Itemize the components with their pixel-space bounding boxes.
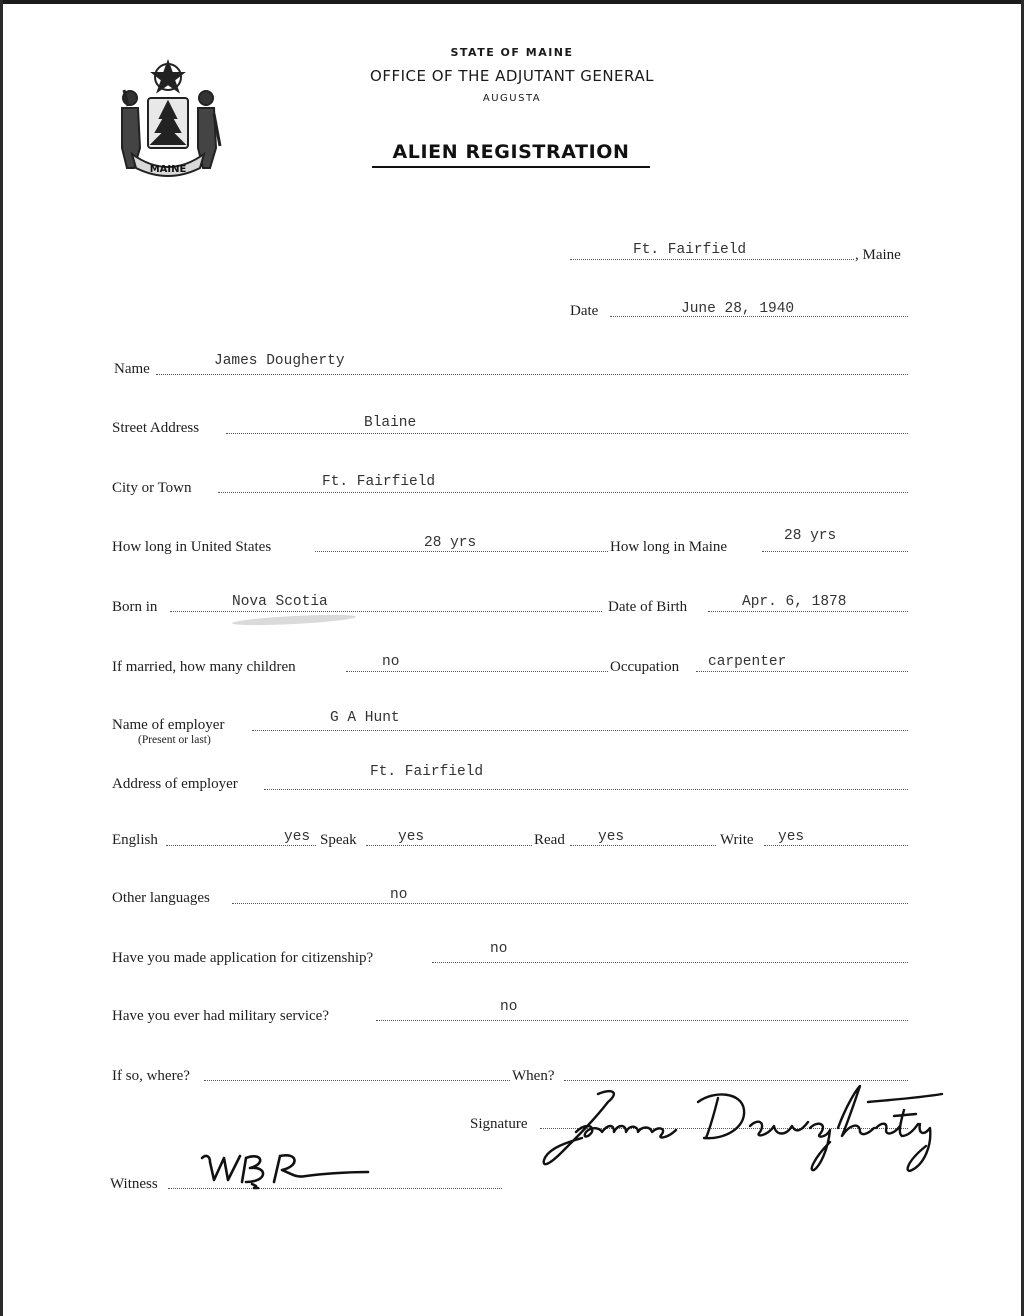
born-in-value: Nova Scotia: [232, 594, 328, 610]
employer-address-dots: [264, 789, 908, 790]
street-address-label: Street Address: [112, 420, 200, 436]
city-heading: AUGUSTA: [482, 93, 542, 104]
citizenship-value: no: [490, 941, 508, 957]
write-dots: [764, 845, 908, 846]
children-dots: [346, 671, 608, 672]
date-label: Date: [570, 303, 599, 319]
occupation-dots: [696, 671, 908, 672]
how-long-us-value: 28 yrs: [424, 535, 477, 551]
born-in-label: Born in: [112, 599, 158, 615]
employer-address-value: Ft. Fairfield: [370, 764, 484, 780]
how-long-us-dots: [315, 551, 608, 552]
witness-initials: [196, 1146, 376, 1192]
location-dots: [570, 259, 854, 260]
title-underline: [372, 166, 650, 168]
employer-sublabel: (Present or last): [138, 734, 211, 746]
where-dots: [204, 1080, 510, 1081]
ink-smudge: [232, 613, 356, 627]
children-value: no: [382, 654, 400, 670]
city-or-town-dots: [218, 492, 908, 493]
other-languages-dots: [232, 903, 908, 904]
scan-border-left: [0, 0, 3, 1316]
english-label: English: [112, 832, 158, 848]
citizenship-label: Have you made application for citizenship?: [112, 950, 374, 966]
office-heading: OFFICE OF THE ADJUTANT GENERAL: [370, 67, 654, 85]
name-dots: [156, 374, 908, 375]
military-label: Have you ever had military service?: [112, 1008, 329, 1024]
city-or-town-value: Ft. Fairfield: [322, 474, 436, 490]
citizenship-dots: [432, 962, 908, 963]
how-long-maine-label: How long in Maine: [610, 539, 728, 555]
employer-value: G A Hunt: [330, 710, 400, 726]
military-dots: [376, 1020, 908, 1021]
date-of-birth-value: Apr. 6, 1878: [742, 594, 847, 610]
military-value: no: [500, 999, 518, 1015]
speak-dots: [366, 845, 532, 846]
other-languages-label: Other languages: [112, 890, 210, 906]
employer-address-label: Address of employer: [112, 776, 238, 792]
signature-label: Signature: [470, 1116, 528, 1132]
read-label: Read: [534, 832, 565, 848]
english-dots: [166, 845, 316, 846]
applicant-signature: [538, 1080, 944, 1176]
english-value: yes: [284, 829, 311, 845]
how-long-us-label: How long in United States: [112, 539, 272, 555]
date-of-birth-dots: [708, 611, 908, 612]
city-or-town-label: City or Town: [112, 480, 192, 496]
how-long-maine-dots: [762, 551, 908, 552]
read-dots: [570, 845, 716, 846]
employer-dots: [252, 730, 908, 731]
name-value: James Dougherty: [214, 353, 345, 369]
scan-border-top: [0, 0, 1024, 4]
children-label: If married, how many children: [112, 659, 296, 675]
write-label: Write: [720, 832, 754, 848]
read-value: yes: [598, 829, 625, 845]
state-heading: STATE OF MAINE: [450, 46, 574, 59]
witness-label: Witness: [110, 1176, 158, 1192]
other-languages-value: no: [390, 887, 408, 903]
born-in-dots: [170, 611, 602, 612]
employer-label: Name of employer: [112, 717, 225, 733]
how-long-maine-value: 28 yrs: [784, 528, 837, 544]
date-of-birth-label: Date of Birth: [608, 599, 688, 615]
occupation-label: Occupation: [610, 659, 680, 675]
when-label: When?: [512, 1068, 555, 1084]
page-title: ALIEN REGISTRATION: [392, 141, 630, 163]
location-state-label: , Maine: [855, 247, 901, 263]
speak-value: yes: [398, 829, 425, 845]
occupation-value: carpenter: [708, 654, 787, 670]
where-label: If so, where?: [112, 1068, 190, 1084]
location-town-value: Ft. Fairfield: [633, 242, 747, 258]
name-label: Name: [114, 361, 150, 377]
seal-lettering: MAINE: [149, 164, 187, 175]
date-value: June 28, 1940: [681, 301, 795, 317]
speak-label: Speak: [320, 832, 357, 848]
street-address-value: Blaine: [364, 415, 417, 431]
street-address-dots: [226, 433, 908, 434]
write-value: yes: [778, 829, 805, 845]
